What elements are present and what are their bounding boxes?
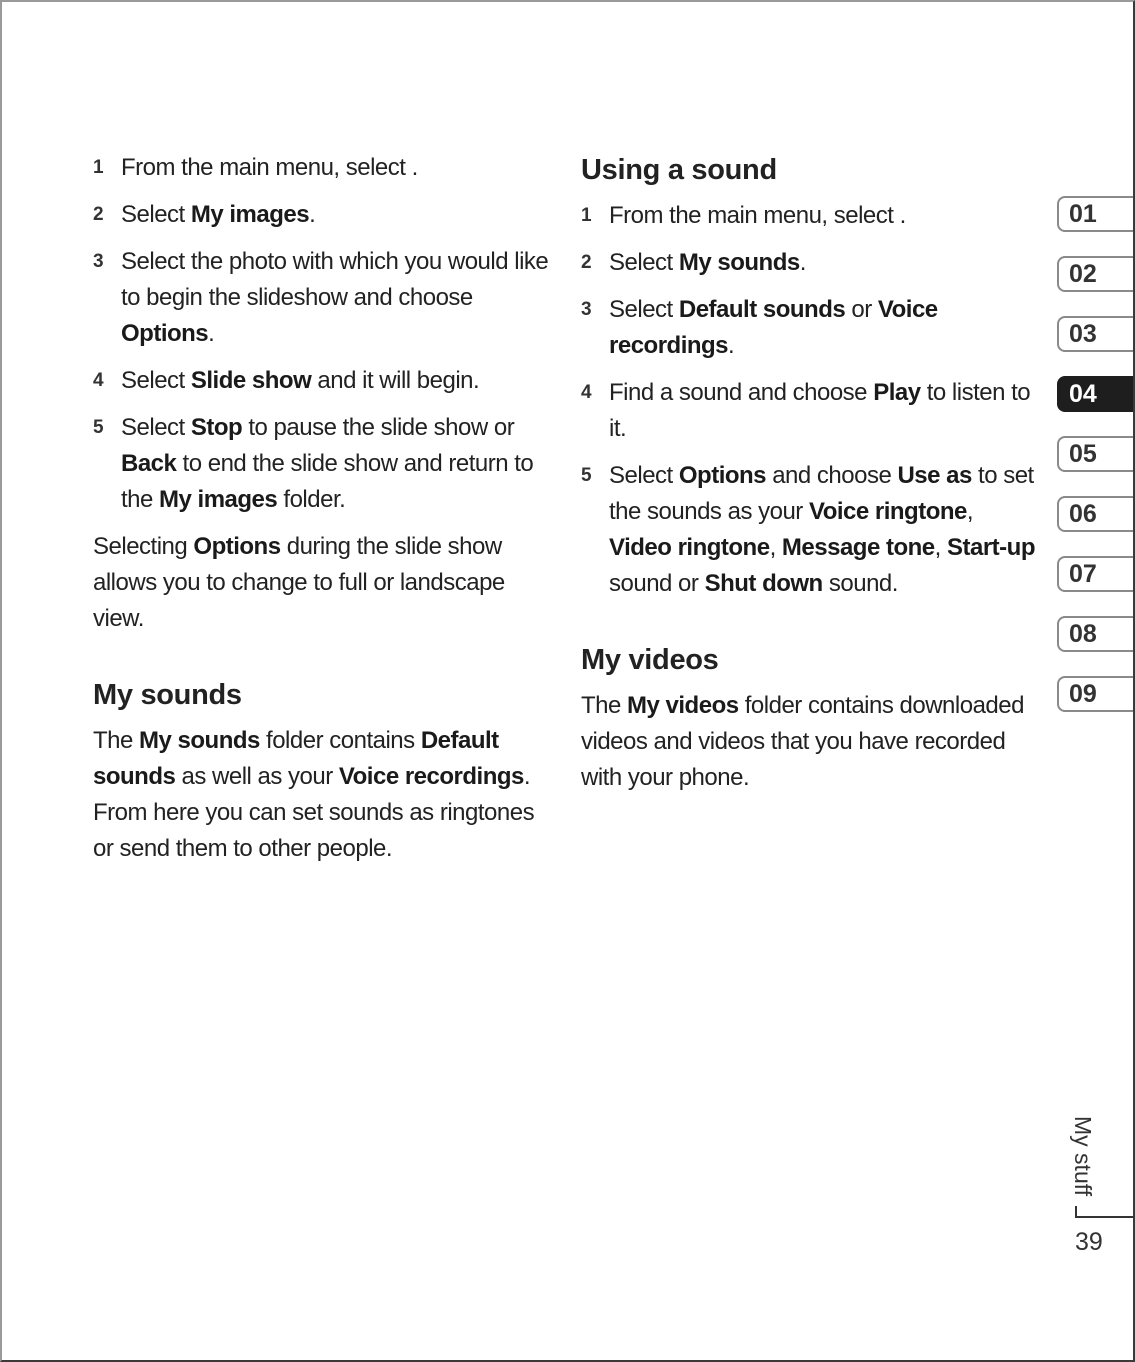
text-run: Find a sound and choose	[609, 379, 874, 406]
step-item	[581, 245, 1041, 281]
bold-term: Message tone	[781, 534, 935, 561]
chapter-tab-08[interactable]: 08	[1057, 616, 1133, 652]
using-a-sound-heading: Using a sound	[581, 154, 777, 186]
step-text	[121, 410, 553, 518]
step-text	[609, 375, 1041, 447]
chapter-tab-03[interactable]: 03	[1057, 316, 1133, 352]
step-number: 2	[581, 252, 592, 273]
page-divider	[1075, 1216, 1133, 1218]
text-run: to end the slide show and return to the	[121, 450, 534, 513]
step-number: 5	[93, 417, 104, 438]
chapter-tab-04[interactable]: 04	[1057, 376, 1133, 412]
bold-term: Slide show	[190, 367, 312, 394]
text-run: folder contains downloaded videos and videos that you have recorded with your phone.	[581, 692, 1024, 791]
my-sounds-body	[93, 723, 553, 867]
step-item	[93, 150, 553, 186]
bold-term: My sounds	[678, 249, 800, 276]
bold-term: Voice recordings	[609, 296, 938, 359]
step-item	[581, 375, 1041, 447]
text-run: Selecting	[93, 533, 194, 560]
step-item	[93, 363, 553, 399]
my-sounds-heading: My sounds	[93, 679, 242, 711]
text-run: Select	[609, 249, 679, 276]
text-run: folder.	[277, 486, 346, 513]
text-run: .	[799, 249, 806, 276]
text-run: Select	[609, 296, 679, 323]
text-run: ,	[934, 534, 947, 561]
text-run: or	[845, 296, 878, 323]
text-run: Select	[121, 367, 191, 394]
text-run: folder contains	[259, 727, 421, 754]
bold-term: Options	[121, 320, 209, 347]
bold-term: Voice recordings	[338, 763, 524, 790]
chapter-tab-07[interactable]: 07	[1057, 556, 1133, 592]
text-run: to set the sounds as your	[609, 462, 1034, 525]
bold-term: Default sounds	[93, 727, 499, 790]
step-number: 1	[581, 205, 592, 226]
bold-term: Options	[678, 462, 767, 489]
step-item	[93, 410, 553, 518]
bold-term: My sounds	[139, 727, 260, 754]
text-run: From the main menu, select .	[121, 154, 418, 181]
step-number: 3	[581, 299, 592, 320]
step-text	[121, 150, 553, 186]
bold-term: Video ringtone	[609, 534, 770, 561]
step-number: 1	[93, 157, 104, 178]
bold-term: My images	[190, 201, 310, 228]
chapter-tabs	[1057, 196, 1133, 736]
bold-term: Shut down	[704, 570, 823, 597]
text-run: .	[208, 320, 215, 347]
text-run: as well as your	[175, 763, 339, 790]
slideshow-note	[93, 529, 553, 637]
page-number: 39	[1075, 1228, 1103, 1256]
text-run: to listen to it.	[609, 379, 1031, 442]
step-number: 4	[581, 382, 592, 403]
bold-term: Stop	[190, 414, 243, 441]
step-text	[609, 245, 1041, 281]
using-a-sound-steps	[581, 198, 1041, 602]
step-item	[581, 198, 1041, 234]
text-run: The	[581, 692, 628, 719]
bold-term: Voice ringtone	[808, 498, 967, 525]
bold-term: Default sounds	[678, 296, 846, 323]
text-run: sound or	[609, 570, 705, 597]
step-text	[609, 458, 1041, 602]
bold-term: Back	[121, 450, 177, 477]
step-item	[93, 197, 553, 233]
step-item	[581, 292, 1041, 364]
step-text	[609, 292, 1041, 364]
left-column	[93, 150, 553, 867]
text-run: ,	[769, 534, 782, 561]
text-run: Select	[609, 462, 679, 489]
chapter-tab-06[interactable]: 06	[1057, 496, 1133, 532]
text-run: ,	[966, 498, 974, 525]
slideshow-steps	[93, 150, 553, 518]
bold-term: Use as	[897, 462, 972, 489]
bold-term: My images	[159, 486, 278, 513]
right-column	[581, 150, 1041, 796]
step-text	[121, 244, 553, 352]
my-videos-body	[581, 688, 1041, 796]
text-run: Select the photo with which you would like to begin the slideshow and choose	[121, 248, 549, 311]
my-videos-heading: My videos	[581, 644, 719, 676]
text-run: Select	[121, 201, 191, 228]
step-item	[581, 458, 1041, 602]
text-run: The	[93, 727, 140, 754]
step-number: 2	[93, 204, 104, 225]
step-text	[121, 197, 553, 233]
bold-term: My videos	[627, 692, 739, 719]
text-run: Select	[121, 414, 191, 441]
text-run: during the slide show allows you to change to full or landscape view.	[93, 533, 505, 632]
step-text	[121, 363, 553, 399]
step-number: 4	[93, 370, 104, 391]
text-run: sound.	[822, 570, 898, 597]
text-run: .	[309, 201, 316, 228]
step-number: 5	[581, 465, 592, 486]
chapter-tab-05[interactable]: 05	[1057, 436, 1133, 472]
step-item	[93, 244, 553, 352]
section-label: My stuff	[1070, 1116, 1096, 1197]
chapter-tab-02[interactable]: 02	[1057, 256, 1133, 292]
text-run: .	[728, 332, 735, 359]
text-run: and choose	[766, 462, 898, 489]
step-text	[609, 198, 1041, 234]
chapter-tab-09[interactable]: 09	[1057, 676, 1133, 712]
text-run: and it will begin.	[311, 367, 480, 394]
text-run: . From here you can set sounds as ringtones or send them to other people.	[93, 763, 535, 862]
chapter-tab-01[interactable]: 01	[1057, 196, 1133, 232]
bold-term: Start-up	[946, 534, 1035, 561]
text-run: to pause the slide show or	[242, 414, 515, 441]
step-number: 3	[93, 251, 104, 272]
bold-term: Options	[193, 533, 281, 560]
bold-term: Play	[873, 379, 921, 406]
text-run: From the main menu, select .	[609, 202, 906, 229]
